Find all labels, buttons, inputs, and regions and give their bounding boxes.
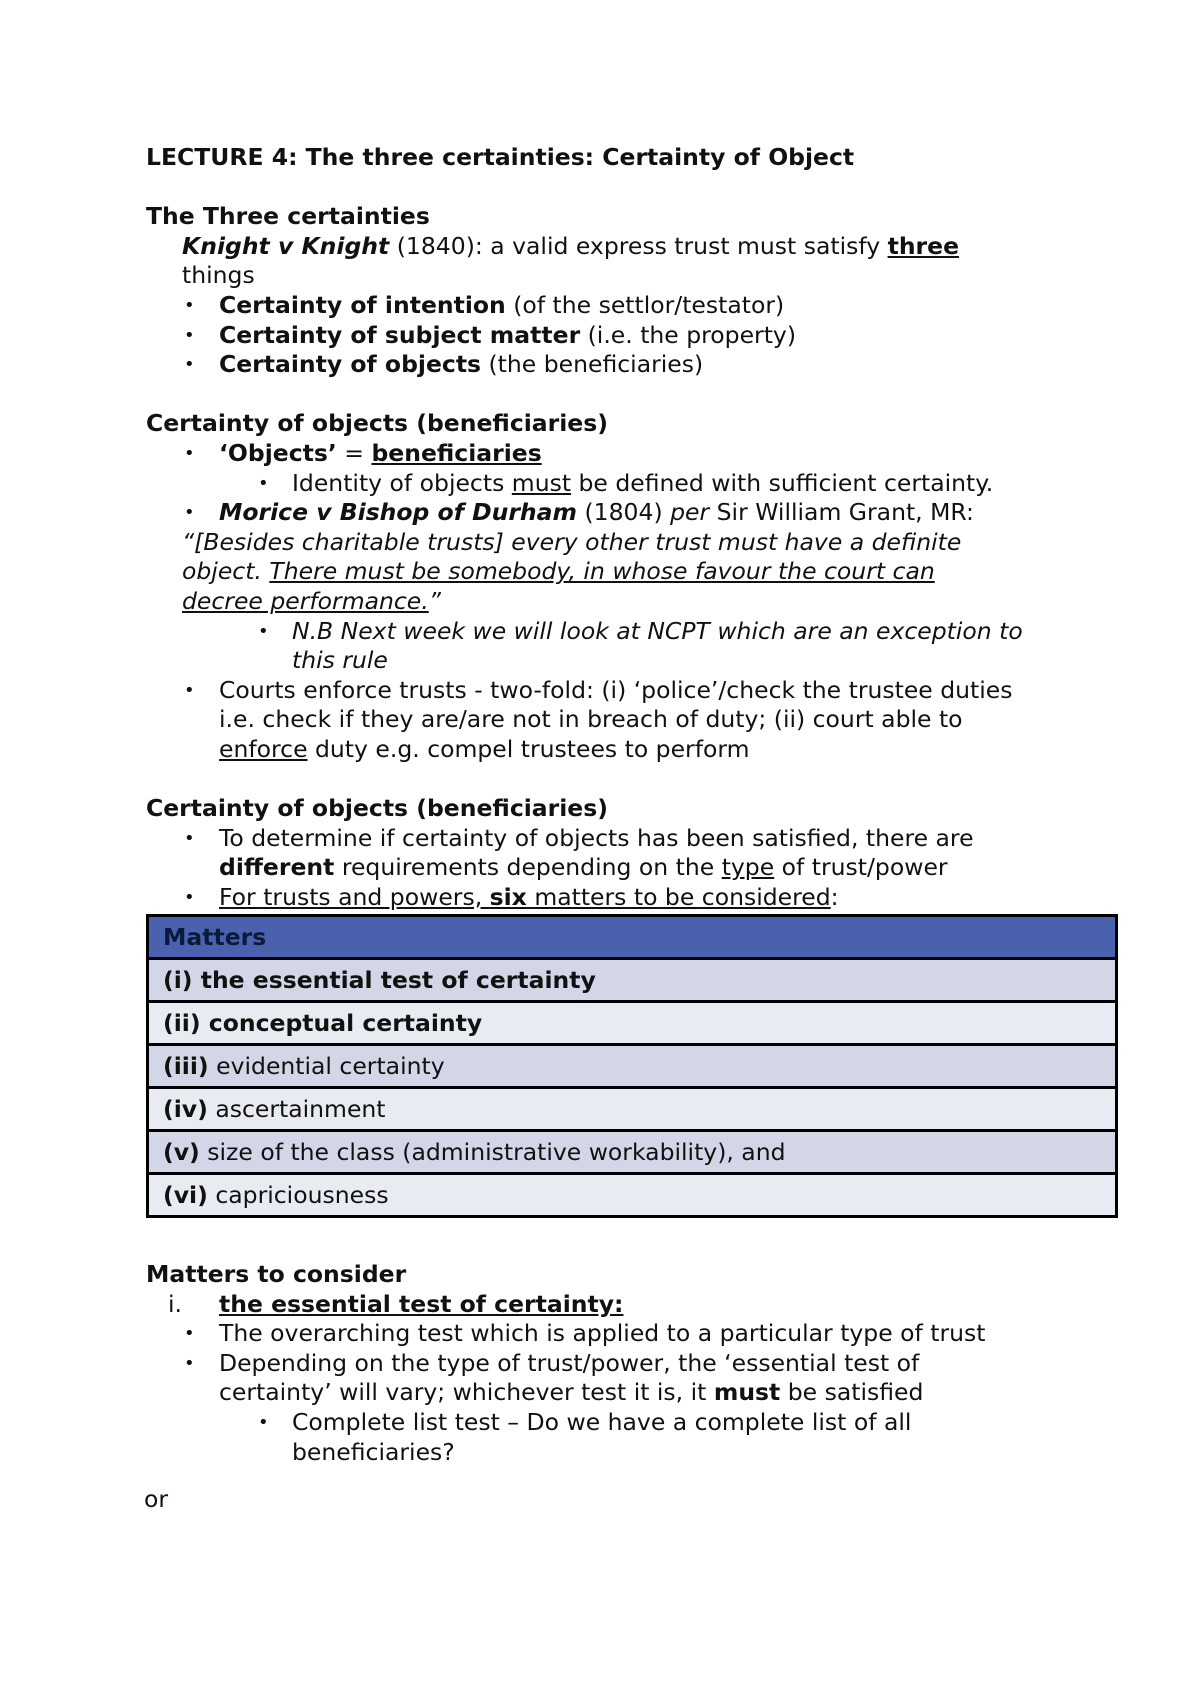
page-title: LECTURE 4: The three certainties: Certainty of Object [146,143,855,171]
morice-case-line: • Morice v Bishop of Durham (1804) per Sir William Grant, MR: [146,498,1116,528]
determine-item: • To determine if certainty of objects has been satisfied, there are different requirements depending on the type of trust/power [146,824,1116,883]
things-word: things [182,261,255,290]
objects-heading-1: Certainty of objects (beneficiaries) [146,409,608,438]
quote-line-2: object. There must be somebody, in whose favour the court can [182,557,935,586]
lecture-content [146,143,1116,1218]
table-row: (ii) conceptual certainty [148,1002,1117,1045]
matters-to-consider-section [146,1260,1116,1467]
table-row: (vi) capriciousness [148,1174,1117,1217]
courts-enforce-item: • Courts enforce trusts - two-fold: (i) ‘police’/check the trustee duties i.e. check if they are/are not in breach of duty; (ii) court able to enforce duty e.g. compel trustees to perform [146,676,1116,765]
identity-item: • Identity of objects must be defined with sufficient certainty. [146,469,1116,499]
quote-line-1: “[Besides charitable trusts] every other trust must have a definite [182,527,962,556]
table-row: (i) the essential test of certainty [148,959,1117,1002]
objects-definition: • ‘Objects’ = beneficiaries [146,439,1116,469]
nb-item: • N.B Next week we will look at NCPT which are an exception to this rule [146,617,1116,676]
consider-heading: Matters to consider [146,1260,407,1288]
list-item-intention: • Certainty of intention (of the settlor/testator) [146,291,1116,321]
quote-line-3: decree performance.” [182,586,441,615]
three-certainties-heading: The Three certainties [146,202,430,231]
list-item-subject-matter: • Certainty of subject matter (i.e. the property) [146,321,1116,351]
table-row: (v) size of the class (administrative workability), and [148,1131,1117,1174]
knight-case-name: Knight v Knight [182,231,390,260]
complete-list-item: • Complete list test – Do we have a complete list of all beneficiaries? [146,1408,1116,1467]
knight-case-text: (1840): a valid express trust must satisfy [389,231,888,260]
or-text: or [144,1485,169,1513]
three-word: three [887,231,960,260]
matters-header-cell: Matters [148,916,1117,959]
essential-test-item: i. the essential test of certainty: [168,1289,624,1318]
list-item-objects: • Certainty of objects (the beneficiaries) [146,350,1116,380]
table-row: (iii) evidential certainty [148,1045,1117,1088]
knight-case-line [146,232,1116,262]
table-row: (iv) ascertainment [148,1088,1117,1131]
six-matters-item: • For trusts and powers, six matters to be considered: [146,883,1116,913]
depending-item: • Depending on the type of trust/power, the ‘essential test of certainty’ will vary; whichever test it is, it must be satisfied [146,1349,1116,1408]
objects-heading-2: Certainty of objects (beneficiaries) [146,794,608,823]
matters-table [146,914,1118,1218]
matters-table-header [148,916,1117,959]
overarching-item: • The overarching test which is applied to a particular type of trust [146,1319,1116,1349]
